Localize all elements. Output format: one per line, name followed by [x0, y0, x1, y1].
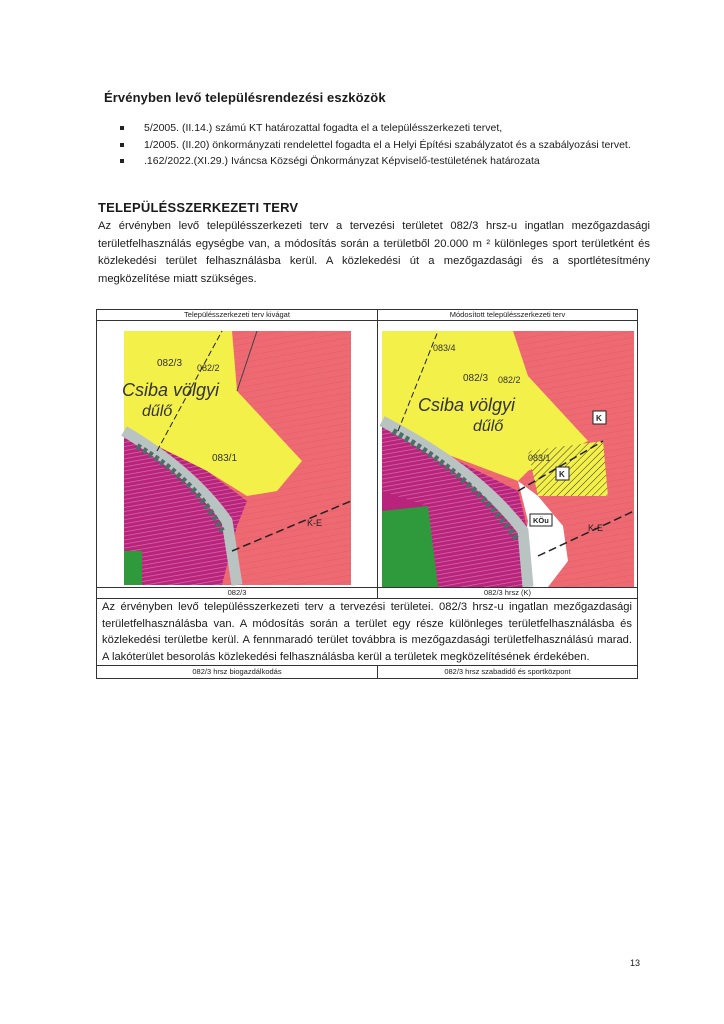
map-label-road: K-E [307, 518, 323, 528]
modified-plan-map [378, 321, 638, 588]
map-label-locality: Csiba völgyi [122, 380, 220, 400]
map-label-road: K-E [588, 523, 604, 533]
map-label-k-top: K [596, 414, 602, 423]
list-item [118, 137, 678, 154]
current-plan-map [97, 321, 378, 588]
map-description: Az érvényben levő településszerkezeti terv a tervezési területei. 082/3 hrsz-u ingatlan mezőgazdasági területfelhasználásba van. A módosítás során a terület egy része különleges területfelhasználásba és közlekedési területbe kerül. A fennmaradó terület továbbra is mezőgazdasági területfelhasználású marad. A lakóterület besorolás közlekedési felhasználásba kerül a területek megközelítésének érdekében. [97, 599, 638, 666]
page-number: 13 [630, 958, 641, 968]
map-label-082-2: 082/2 [197, 363, 220, 373]
bullet-square-icon [120, 143, 124, 147]
bullet-square-icon [120, 126, 124, 130]
map-label-082-3: 082/3 [157, 358, 183, 369]
structure-plan-paragraph: Az érvényben levő településszerkezeti terv a tervezési területet 082/3 hrsz-u ingatlan mezőgazdasági területfelhasználás egységbe van, a módosítás során a területből 20.000 m ² különleges sport területként és közlekedési terület felhasználásba kerül. A közlekedési út a mezőgazdasági és a sportlétesítmény megközelítése miatt szükséges. [98, 220, 650, 285]
modified-plan-map-image [378, 321, 638, 587]
section-title-structure-plan: TELEPÜLÉSSZERKEZETI TERV [98, 200, 299, 215]
left-parcel-label: 082/3 [97, 588, 378, 599]
right-map-header: Módosított településszerkezeti terv [378, 310, 638, 321]
bullet-text: 1/2005. (II.20) önkormányzati rendelettel fogadta el a Helyi Építési szabályzatot és a szabályozási tervet. [144, 138, 631, 151]
map-label-dulo: dűlő [142, 403, 173, 420]
right-footer: 082/3 hrsz szabadidő és sportközpont [378, 666, 638, 679]
map-label-083-4: 083/4 [433, 343, 456, 353]
right-parcel-label: 082/3 hrsz (K) [378, 588, 638, 599]
bullet-text: 5/2005. (II.14.) számú KT határozattal fogadta el a településszerkezeti tervet, [144, 122, 503, 134]
map-label-083-1: 083/1 [528, 453, 551, 463]
left-map-header: Településszerkezeti terv kivágat [97, 310, 378, 321]
list-item [118, 153, 678, 170]
current-plan-map-image [97, 321, 378, 587]
map-label-locality: Csiba völgyi [418, 395, 516, 415]
bullet-square-icon [120, 159, 124, 163]
section-title-tools: Érvényben levő településrendezési eszközök [104, 90, 386, 105]
map-comparison-table [96, 309, 638, 679]
list-item [118, 120, 678, 137]
map-label-083-1: 083/1 [212, 453, 238, 464]
map-label-dulo: dűlő [473, 418, 504, 435]
map-label-082-3: 082/3 [463, 373, 489, 384]
bullet-text: .162/2022.(XI.29.) Iváncsa Községi Önkormányzat Képviselő-testületének határozata [144, 155, 540, 167]
map-label-kou: KÖu [533, 516, 549, 525]
map-label-082-2: 082/2 [498, 375, 521, 385]
tools-bullet-list [118, 120, 678, 170]
left-footer: 082/3 hrsz biogazdálkodás [97, 666, 378, 679]
map-label-k-hatched: K [559, 470, 565, 479]
